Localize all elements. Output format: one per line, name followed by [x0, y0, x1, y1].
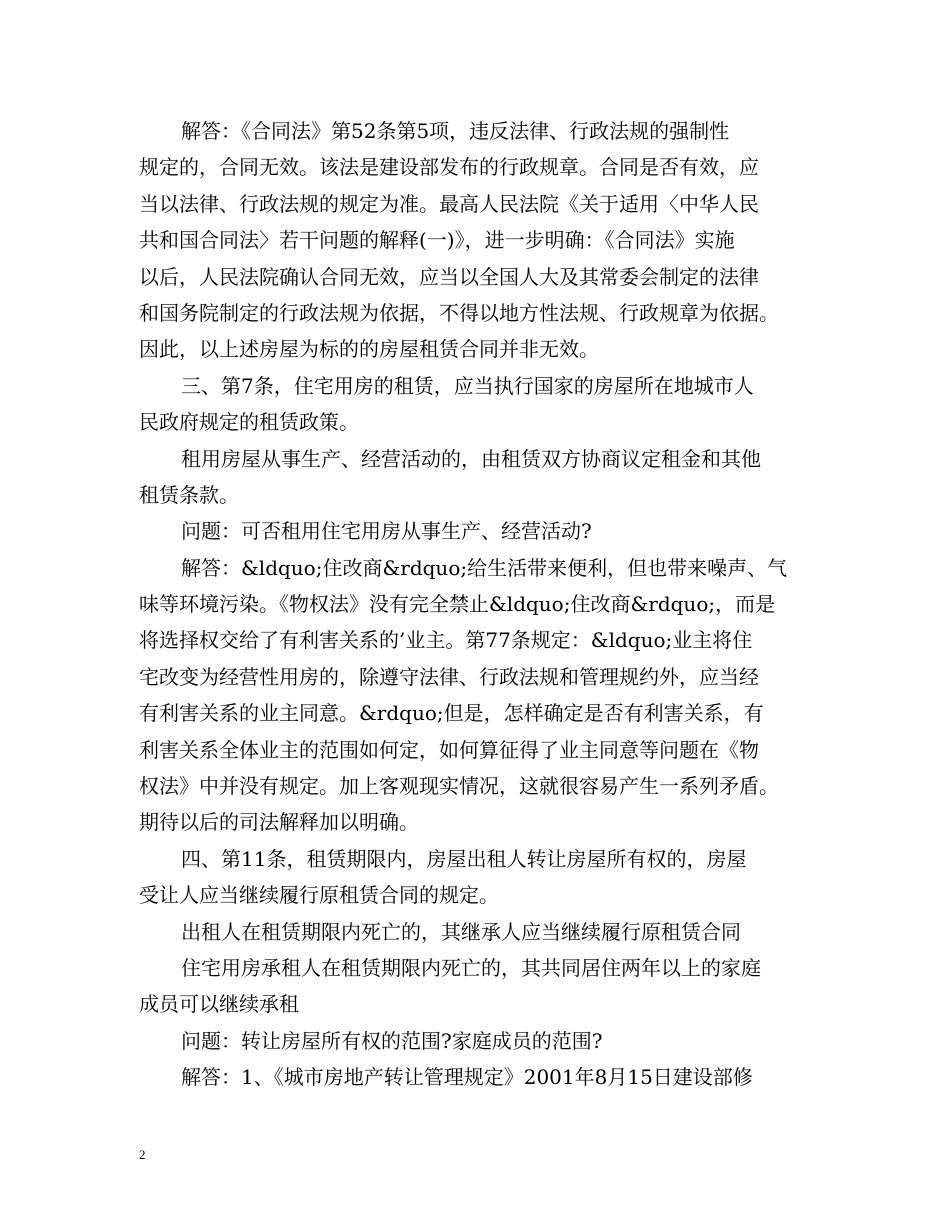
- page-number: 2: [139, 1147, 146, 1162]
- text-line: 三、第7条，住宅用房的租赁，应当执行国家的房屋所在地城市人: [181, 373, 754, 398]
- text-line: 解答：《合同法》第52条第5项，违反法律、行政法规的强制性: [181, 119, 730, 143]
- text-line: 民政府规定的租赁政策。: [139, 410, 359, 435]
- text-line: 味等环境污染。《物权法》没有完全禁止&ldquo;住改商&rdquo;，而是: [139, 592, 776, 617]
- text-line: 期待以后的司法解释加以明确。: [139, 810, 419, 835]
- text-line: 以后，人民法院确认合同无效，应当以全国人大及其常委会制定的法律: [139, 264, 759, 289]
- text-line: 四、第11条，租赁期限内，房屋出租人转让房屋所有权的，房屋: [181, 846, 747, 871]
- text-line: 解答：&ldquo;住改商&rdquo;给生活带来便利，但也带来噪声、气: [181, 555, 788, 580]
- text-line: 解答：1、《城市房地产转让管理规定》2001年8月15日建设部修: [181, 1065, 753, 1090]
- text-line: 因此，以上述房屋为标的的房屋租赁合同并非无效。: [139, 337, 599, 362]
- text-line: 受让人应当继续履行原租赁合同的规定。: [139, 883, 499, 908]
- text-line: 利害关系全体业主的范围如何定，如何算征得了业主同意等问题在《物: [139, 737, 759, 762]
- text-line: 有利害关系的业主同意。&rdquo;但是，怎样确定是否有利害关系，有: [139, 701, 764, 726]
- text-line: 租用房屋从事生产、经营活动的，由租赁双方协商议定租金和其他: [181, 446, 761, 471]
- text-line: 租赁条款。: [139, 482, 239, 507]
- text-line: 规定的，合同无效。该法是建设部发布的行政规章。合同是否有效，应: [139, 155, 759, 180]
- body-text: [139, 113, 829, 1096]
- text-line: 成员可以继续承租: [139, 992, 299, 1017]
- text-line: 权法》中并没有规定。加上客观现实情况，这就很容易产生一系列矛盾。: [139, 774, 779, 799]
- text-line: 当以法律、行政法规的规定为准。最高人民法院《关于适用〈中华人民: [139, 191, 759, 216]
- text-line: 问题：转让房屋所有权的范围?家庭成员的范围?: [181, 1028, 603, 1053]
- text-line: 和国务院制定的行政法规为依据，不得以地方性法规、行政规章为依据。: [139, 300, 779, 325]
- text-line: 共和国合同法〉若干问题的解释(一)》，进一步明确：《合同法》实施: [139, 228, 735, 253]
- text-line: 住宅用房承租人在租赁期限内死亡的，其共同居住两年以上的家庭: [181, 955, 761, 980]
- text-line: 将选择权交给了有利害关系的’业主。第77条规定：&ldquo;业主将住: [139, 628, 753, 653]
- text-line: 问题：可否租用住宅用房从事生产、经营活动?: [181, 519, 592, 544]
- text-line: 出租人在租赁期限内死亡的，其继承人应当继续履行原租赁合同: [181, 919, 741, 944]
- text-line: 宅改变为经营性用房的，除遵守法律、行政法规和管理规约外，应当经: [139, 664, 759, 689]
